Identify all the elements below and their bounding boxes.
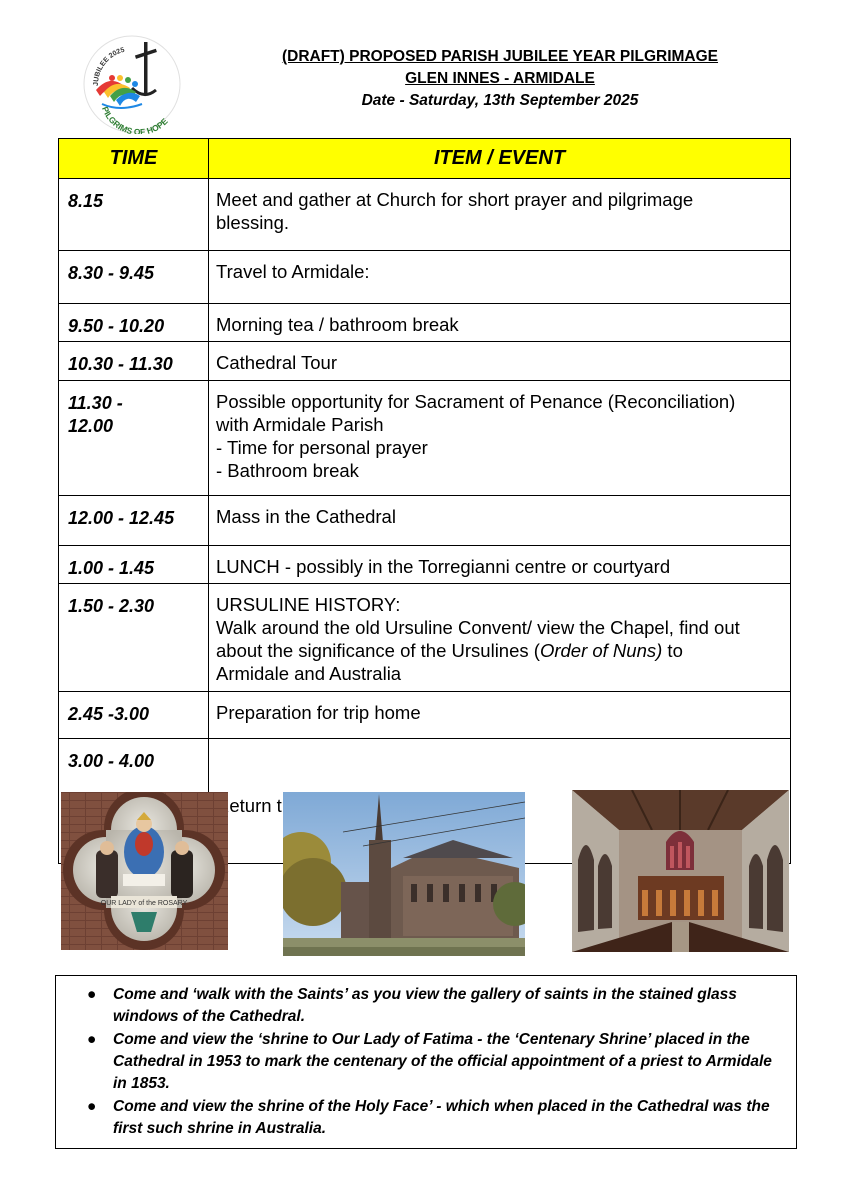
- event-line: blessing.: [216, 212, 290, 233]
- event-cell: [209, 381, 791, 496]
- event-cell: [209, 584, 791, 692]
- column-header-item: ITEM / EVENT: [209, 139, 791, 179]
- event-line: Meet and gather at Church for short prayer and pilgrimage: [216, 189, 694, 210]
- header-title: (DRAFT) PROPOSED PARISH JUBILEE YEAR PILGRIMAGE: [281, 48, 719, 65]
- event-cell: [209, 546, 791, 584]
- time-cell: 1.50 - 2.30: [59, 584, 209, 692]
- time-cell: 1.00 - 1.45: [59, 546, 209, 584]
- time-cell: 12.00 - 12.45: [59, 496, 209, 546]
- bullet-icon: ●: [87, 1098, 97, 1115]
- logo-text-top: JUBILEE 2025: [92, 46, 126, 87]
- time-cell: 9.50 - 10.20: [59, 304, 209, 342]
- event-line: Travel to Armidale:: [216, 261, 370, 282]
- note-text: Come and view the ‘shrine to Our Lady of Fatima - the ‘Centenary Shrine’ placed in the Cathedral in 1953 to mark the centenary of the official appointment of a priest to Armidale in 1853.: [113, 1031, 772, 1092]
- time-cell: 10.30 - 11.30: [59, 342, 209, 381]
- cathedral-exterior-photo: [283, 792, 525, 956]
- header-date: Date - Saturday, 13th September 2025: [361, 92, 639, 109]
- note-text: Come and ‘walk with the Saints’ as you view the gallery of saints in the stained glass windows of the Cathedral.: [113, 986, 737, 1025]
- event-line: Mass in the Cathedral: [216, 506, 396, 527]
- notes-list: [56, 976, 796, 1140]
- event-cell: [209, 342, 791, 381]
- note-text: Come and view the shrine of the Holy Face’ - which when placed in the Cathedral was the first such shrine in Australia.: [113, 1098, 770, 1137]
- event-line: Walk around the old Ursuline Convent/ view the Chapel, find out: [216, 617, 740, 638]
- time-cell: 11.30 - 12.00: [59, 381, 209, 496]
- event-line: with Armidale Parish: [216, 414, 384, 435]
- event-line: Morning tea / bathroom break: [216, 314, 459, 335]
- event-line: - Time for personal prayer: [216, 437, 428, 458]
- table-row: [59, 546, 791, 584]
- bullet-icon: ●: [87, 1031, 97, 1048]
- event-text: to: [662, 640, 683, 661]
- table-row: [59, 179, 791, 251]
- event-line: [216, 639, 782, 662]
- bullet-icon: ●: [87, 986, 97, 1003]
- event-cell: [209, 179, 791, 251]
- event-cell: [209, 496, 791, 546]
- table-header-row: [59, 139, 791, 179]
- time-cell: 3.00 - 4.00: [59, 739, 209, 864]
- time-cell: 2.45 -3.00: [59, 692, 209, 739]
- table-row: [59, 496, 791, 546]
- mosaic-photo: [61, 792, 228, 950]
- schedule-table: [58, 138, 791, 864]
- event-line: Cathedral Tour: [216, 352, 338, 373]
- notes-box: [55, 975, 797, 1149]
- event-line: URSULINE HISTORY:: [216, 594, 401, 615]
- time-cell: 8.15: [59, 179, 209, 251]
- event-line: - Bathroom break: [216, 460, 359, 481]
- event-cell: [209, 251, 791, 304]
- event-line: LUNCH - possibly in the Torregianni centre or courtyard: [216, 556, 671, 577]
- time-cell: 8.30 - 9.45: [59, 251, 209, 304]
- event-cell: [209, 304, 791, 342]
- jubilee-logo: [80, 34, 184, 134]
- list-item: [87, 1096, 776, 1140]
- table-row: [59, 381, 791, 496]
- event-cell: [209, 692, 791, 739]
- logo-text-bottom: PILGRIMS OF HOPE: [100, 104, 170, 134]
- table-row: [59, 584, 791, 692]
- event-line: Armidale and Australia: [216, 663, 402, 684]
- table-row: [59, 251, 791, 304]
- table-row: [59, 342, 791, 381]
- event-line: Possible opportunity for Sacrament of Penance (Reconciliation): [216, 391, 736, 412]
- mosaic-caption: OUR LADY of the ROSARY: [100, 900, 188, 907]
- event-text: about the significance of the Ursulines (: [216, 640, 540, 661]
- event-line: Return: [216, 795, 272, 816]
- header-route: GLEN INNES - ARMIDALE: [405, 70, 595, 87]
- document-header: [210, 46, 790, 112]
- list-item: [87, 1029, 776, 1095]
- cathedral-interior-photo: [572, 790, 789, 952]
- column-header-time: TIME: [59, 139, 209, 179]
- list-item: [87, 984, 776, 1028]
- event-line: Preparation for trip home: [216, 702, 421, 723]
- table-row: [59, 304, 791, 342]
- event-text-italic: Order of Nuns): [539, 640, 663, 661]
- table-row: [59, 692, 791, 739]
